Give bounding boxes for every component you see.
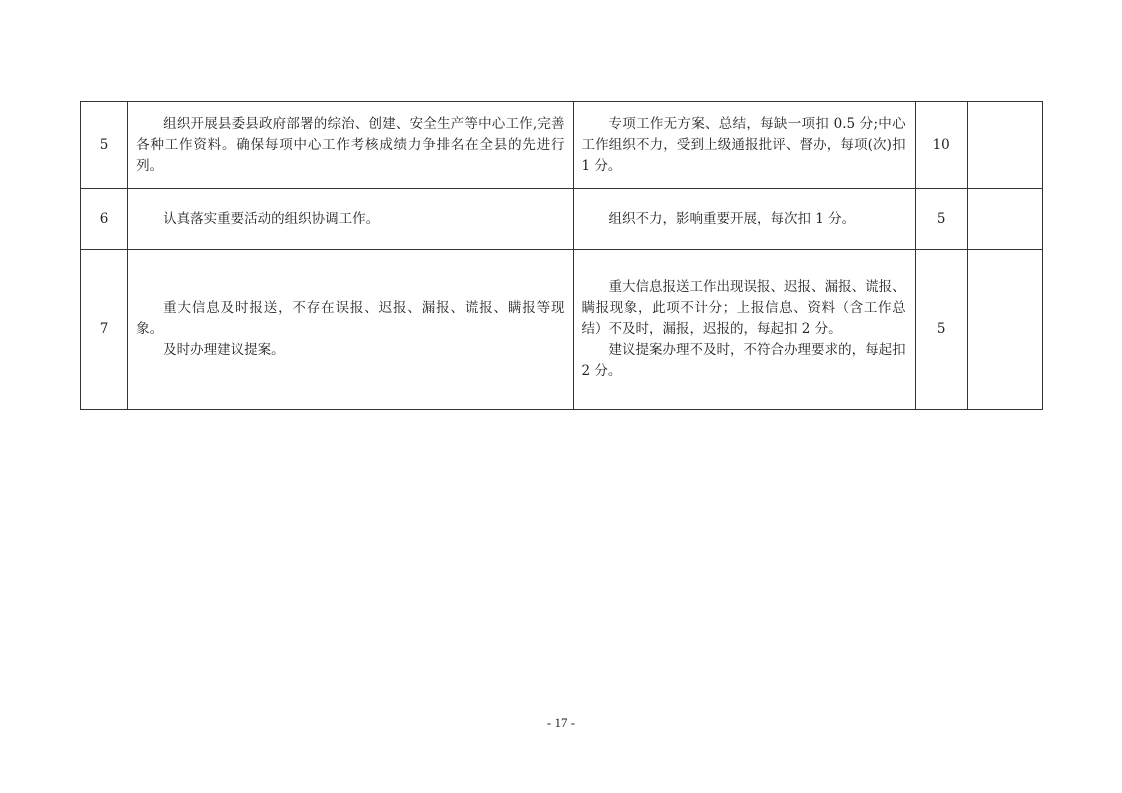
table-row [81,102,1043,189]
page-number: - 17 - [546,715,576,730]
scoring-rule [573,102,915,189]
rule-paragraph: 专项工作无方案、总结，每缺一项扣 0.5 分;中心工作组织不力，受到上级通报批评、督办，每项(次)扣 1 分。 [581,115,906,174]
task-paragraph: 组织开展县委县政府部署的综治、创建、安全生产等中心工作,完善各种工作资料。确保每项中心工作考核成绩力争排名在全县的先进行列。 [136,115,565,174]
task-description [128,102,573,189]
rule-paragraph: 重大信息报送工作出现误报、迟报、漏报、谎报、瞒报现象，此项不计分；上报信息、资料（含工作总结）不及时，漏报，迟报的，每起扣 2 分。 [581,279,906,337]
table-row [81,250,1043,410]
task-description [128,189,573,250]
item-number: 6 [81,189,128,250]
assessment-table [80,101,1043,410]
item-number: 7 [81,250,128,410]
task-description [128,250,573,410]
task-paragraph: 认真落实重要活动的组织协调工作。 [163,210,380,227]
score-value: 10 [915,102,967,189]
task-paragraph: 及时办理建议提案。 [163,342,285,358]
actual-score-cell [967,189,1042,250]
rule-paragraph: 组织不力，影响重要开展，每次扣 1 分。 [608,210,856,227]
actual-score-cell [967,250,1042,410]
item-number: 5 [81,102,128,189]
scoring-rule [573,189,915,250]
actual-score-cell [967,102,1042,189]
rule-paragraph: 建议提案办理不及时，不符合办理要求的，每起扣 2 分。 [581,342,906,379]
table-row [81,189,1043,250]
score-value: 5 [915,189,967,250]
scoring-rule [573,250,915,410]
task-paragraph: 重大信息及时报送，不存在误报、迟报、漏报、谎报、瞒报等现象。 [136,300,565,337]
score-value: 5 [915,250,967,410]
